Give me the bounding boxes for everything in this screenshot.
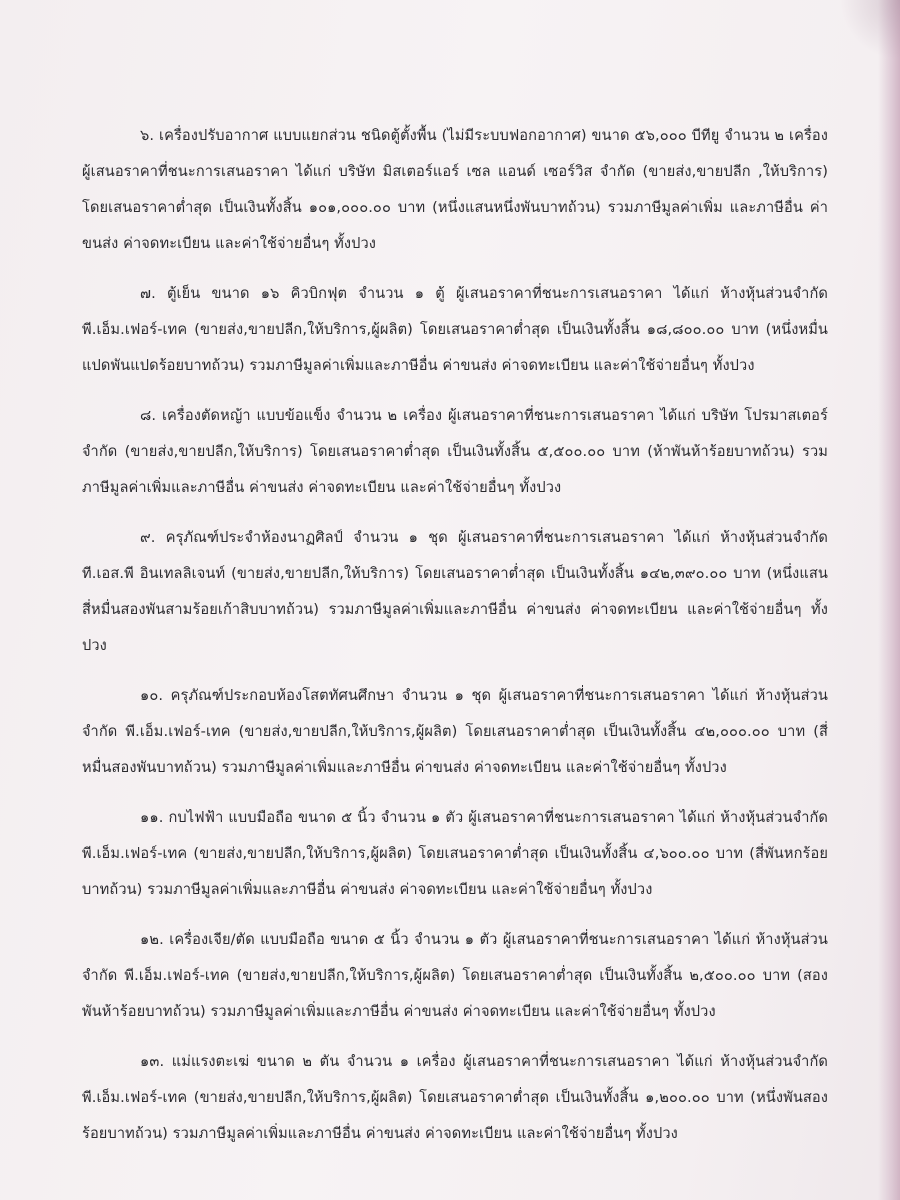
procurement-item-13: ๑๓. แม่แรงตะเฆ่ ขนาด ๒ ตัน จำนวน ๑ เครื่อง ผู้เสนอราคาที่ชนะการเสนอราคา ได้แก่ ห้างหุ้นส่วนจำกัด พี.เอ็ม.เฟอร์-เทค (ขายส่ง,ขายปลีก,ให้บริการ,ผู้ผลิต) โดยเสนอราคาต่ำสุด เป็นเงินทั้งสิ้น ๑,๒๐๐.๐๐ บาท (หนึ่งพันสองร้อยบาทถ้วน) รวมภาษีมูลค่าเพิ่มและภาษีอื่น ค่าขนส่ง ค่าจดทะเบียน และค่าใช้จ่ายอื่นๆ ทั้งปวง [82,1053,828,1142]
procurement-item-7: ๗. ตู้เย็น ขนาด ๑๖ คิวบิกฟุต จำนวน ๑ ตู้ ผู้เสนอราคาที่ชนะการเสนอราคา ได้แก่ ห้างหุ้นส่วนจำกัด พี.เอ็ม.เฟอร์-เทค (ขายส่ง,ขายปลีก,ให้บริการ,ผู้ผลิต) โดยเสนอราคาต่ำสุด เป็นเงินทั้งสิ้น ๑๘,๘๐๐.๐๐ บาท (หนึ่งหมื่นแปดพันแปดร้อยบาทถ้วน) รวมภาษีมูลค่าเพิ่มและภาษีอื่น ค่าขนส่ง ค่าจดทะเบียน และค่าใช้จ่ายอื่นๆ ทั้งปวง [82,285,828,374]
procurement-item-12: ๑๒. เครื่องเจีย/ตัด แบบมือถือ ขนาด ๕ นิ้ว จำนวน ๑ ตัว ผู้เสนอราคาที่ชนะการเสนอราคา ได้แก่ ห้างหุ้นส่วนจำกัด พี.เอ็ม.เฟอร์-เทค (ขายส่ง,ขายปลีก,ให้บริการ,ผู้ผลิต) โดยเสนอราคาต่ำสุด เป็นเงินทั้งสิ้น ๒,๕๐๐.๐๐ บาท (สองพันห้าร้อยบาทถ้วน) รวมภาษีมูลค่าเพิ่มและภาษีอื่น ค่าขนส่ง ค่าจดทะเบียน และค่าใช้จ่ายอื่นๆ ทั้งปวง [82,931,828,1020]
procurement-item-11: ๑๑. กบไฟฟ้า แบบมือถือ ขนาด ๕ นิ้ว จำนวน ๑ ตัว ผู้เสนอราคาที่ชนะการเสนอราคา ได้แก่ ห้างหุ้นส่วนจำกัด พี.เอ็ม.เฟอร์-เทค (ขายส่ง,ขายปลีก,ให้บริการ,ผู้ผลิต) โดยเสนอราคาต่ำสุด เป็นเงินทั้งสิ้น ๔,๖๐๐.๐๐ บาท (สี่พันหกร้อยบาทถ้วน) รวมภาษีมูลค่าเพิ่มและภาษีอื่น ค่าขนส่ง ค่าจดทะเบียน และค่าใช้จ่ายอื่นๆ ทั้งปวง [82,809,828,898]
document-page [82,118,828,1166]
corner-shadow [840,0,900,60]
procurement-item-10: ๑๐. ครุภัณฑ์ประกอบห้องโสตทัศนศึกษา จำนวน ๑ ชุด ผู้เสนอราคาที่ชนะการเสนอราคา ได้แก่ ห้างหุ้นส่วนจำกัด พี.เอ็ม.เฟอร์-เทค (ขายส่ง,ขายปลีก,ให้บริการ,ผู้ผลิต) โดยเสนอราคาต่ำสุด เป็นเงินทั้งสิ้น ๔๒,๐๐๐.๐๐ บาท (สี่หมื่นสองพันบาทถ้วน) รวมภาษีมูลค่าเพิ่มและภาษีอื่น ค่าขนส่ง ค่าจดทะเบียน และค่าใช้จ่ายอื่นๆ ทั้งปวง [82,687,828,776]
procurement-item-6: ๖. เครื่องปรับอากาศ แบบแยกส่วน ชนิดตู้ตั้งพื้น (ไม่มีระบบฟอกอากาศ) ขนาด ๕๖,๐๐๐ บีทียู จำนวน ๒ เครื่อง ผู้เสนอราคาที่ชนะการเสนอราคา ได้แก่ บริษัท มิสเตอร์แอร์ เซล แอนด์ เซอร์วิส จำกัด (ขายส่ง,ขายปลีก ,ให้บริการ) โดยเสนอราคาต่ำสุด เป็นเงินทั้งสิ้น ๑๐๑,๐๐๐.๐๐ บาท (หนึ่งแสนหนึ่งพันบาทถ้วน) รวมภาษีมูลค่าเพิ่ม และภาษีอื่น ค่าขนส่ง ค่าจดทะเบียน และค่าใช้จ่ายอื่นๆ ทั้งปวง [82,127,828,252]
procurement-item-9: ๙. ครุภัณฑ์ประจำห้องนาฏศิลป์ จำนวน ๑ ชุด ผู้เสนอราคาที่ชนะการเสนอราคา ได้แก่ ห้างหุ้นส่วนจำกัด ที.เอส.พี อินเทลลิเจนท์ (ขายส่ง,ขายปลีก,ให้บริการ) โดยเสนอราคาต่ำสุด เป็นเงินทั้งสิ้น ๑๔๒,๓๙๐.๐๐ บาท (หนึ่งแสนสี่หมื่นสองพันสามร้อยเก้าสิบบาทถ้วน) รวมภาษีมูลค่าเพิ่มและภาษีอื่น ค่าขนส่ง ค่าจดทะเบียน และค่าใช้จ่ายอื่นๆ ทั้งปวง [82,529,828,654]
paper-edge-shadow [878,0,900,1200]
procurement-item-8: ๘. เครื่องตัดหญ้า แบบข้อแข็ง จำนวน ๒ เครื่อง ผู้เสนอราคาที่ชนะการเสนอราคา ได้แก่ บริษัท โปรมาสเตอร์ จำกัด (ขายส่ง,ขายปลีก,ให้บริการ) โดยเสนอราคาต่ำสุด เป็นเงินทั้งสิ้น ๕,๕๐๐.๐๐ บาท (ห้าพันห้าร้อยบาทถ้วน) รวมภาษีมูลค่าเพิ่มและภาษีอื่น ค่าขนส่ง ค่าจดทะเบียน และค่าใช้จ่ายอื่นๆ ทั้งปวง [82,407,828,496]
